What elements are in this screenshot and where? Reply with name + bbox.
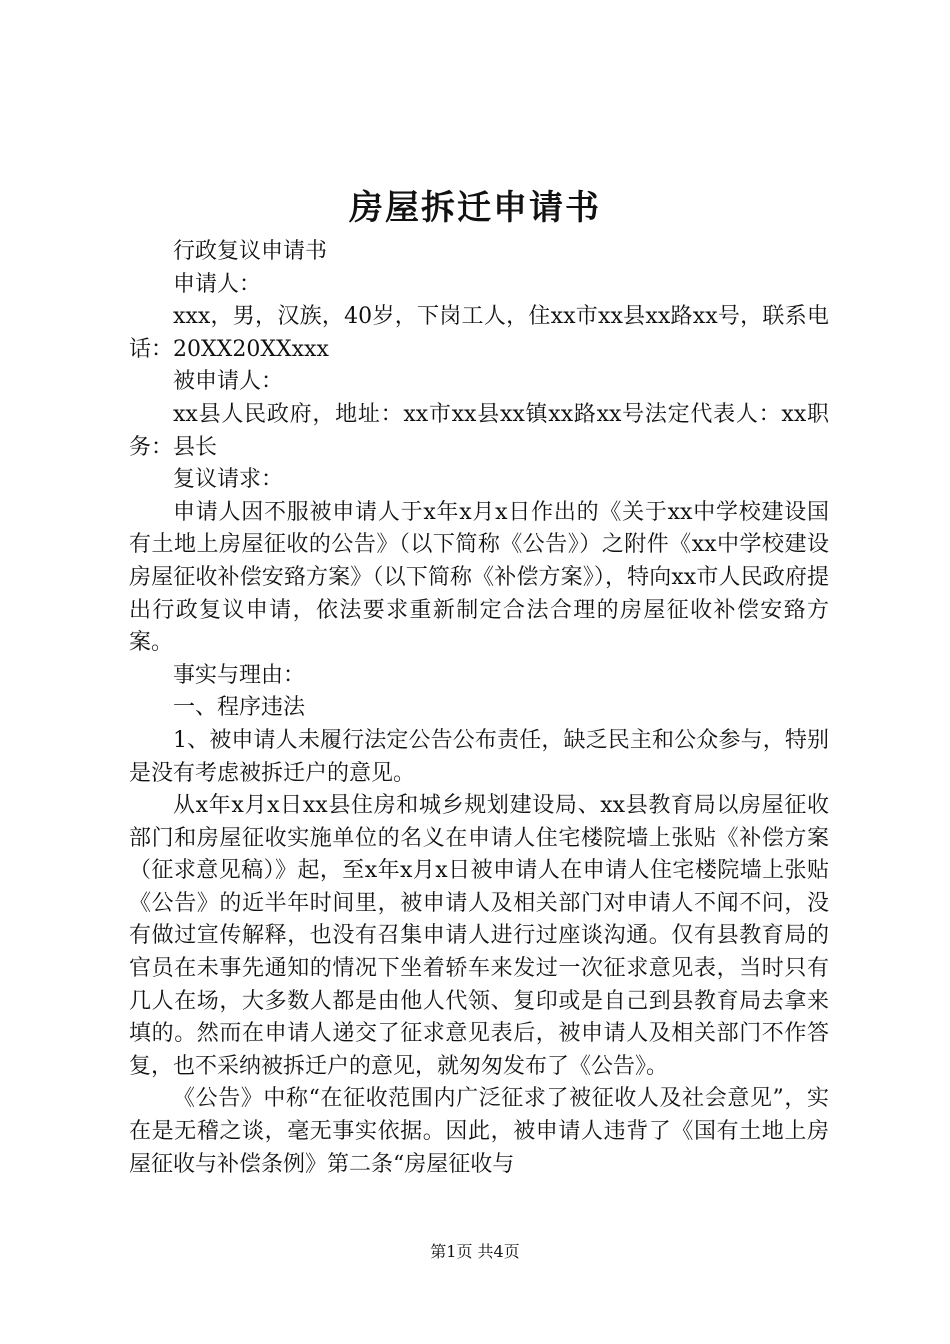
paragraph: 一、程序违法 (173, 695, 306, 721)
paragraph: 1、被申请人未履行法定公告公布责任，缺乏民主和公众参与，特别是没有考虑被拆迁户的意见。 (129, 727, 829, 786)
paragraph: xxx，男，汉族，40岁，下岗工人，住xx市xx县xx路xx号，联系电话：20XX20XXxxx (129, 304, 829, 362)
page-number-footer: 第1页 共4页 (430, 1242, 520, 1261)
paragraph: 从x年x月x日xx县住房和城乡规划建设局、xx县教育局以房屋征收部门和房屋征收实施单位的名义在申请人住宅楼院墙上张贴《补偿方案（征求意见稿）》起，至x年x月x日被申请人在申请人住宅楼院墙上张贴《公告》的近半年时间里，被申请人及相关部门对申请人不闻不问，没有做过宣传解释，也没有召集申请人进行过座谈沟通。仅有县教育局的官员在未事先通知的情况下坐着轿车来发过一次征求意见表，当时只有几人在场，大多数人都是由他人代领、复印或是自己到县教育局去拿来填的。然而在申请人递交了征求意见表后，被申请人及相关部门不作答复，也不采纳被拆迁户的意见，就匆匆发布了《公告》。 (129, 793, 829, 1079)
document-title: 房屋拆迁申请书 (349, 188, 601, 228)
paragraph: 被申请人： (173, 369, 284, 395)
paragraph: 事实与理由： (173, 662, 306, 688)
paragraph: 申请人因不服被申请人于x年x月x日作出的《关于xx中学校建设国有土地上房屋征收的公告》（以下简称《公告》）之附件《xx中学校建设房屋征收补偿安臵方案》（以下简称《补偿方案》），特向xx市人民政府提出行政复议申请，依法要求重新制定合法合理的房屋征收补偿安臵方案。 (129, 499, 829, 656)
paragraph: 《公告》中称“在征收范围内广泛征求了被征收人及社会意见”，实在是无稽之谈，毫无事实依据。因此，被申请人违背了《国有土地上房屋征收与补偿条例》第二条“房屋征收与 (129, 1086, 829, 1177)
document-body (129, 236, 829, 1181)
paragraph: xx县人民政府，地址：xx市xx县xx镇xx路xx号法定代表人：xx职务：县长 (129, 401, 829, 460)
paragraph: 申请人： (173, 271, 262, 297)
paragraph: 行政复议申请书 (173, 239, 328, 264)
paragraph: 复议请求： (173, 467, 284, 493)
